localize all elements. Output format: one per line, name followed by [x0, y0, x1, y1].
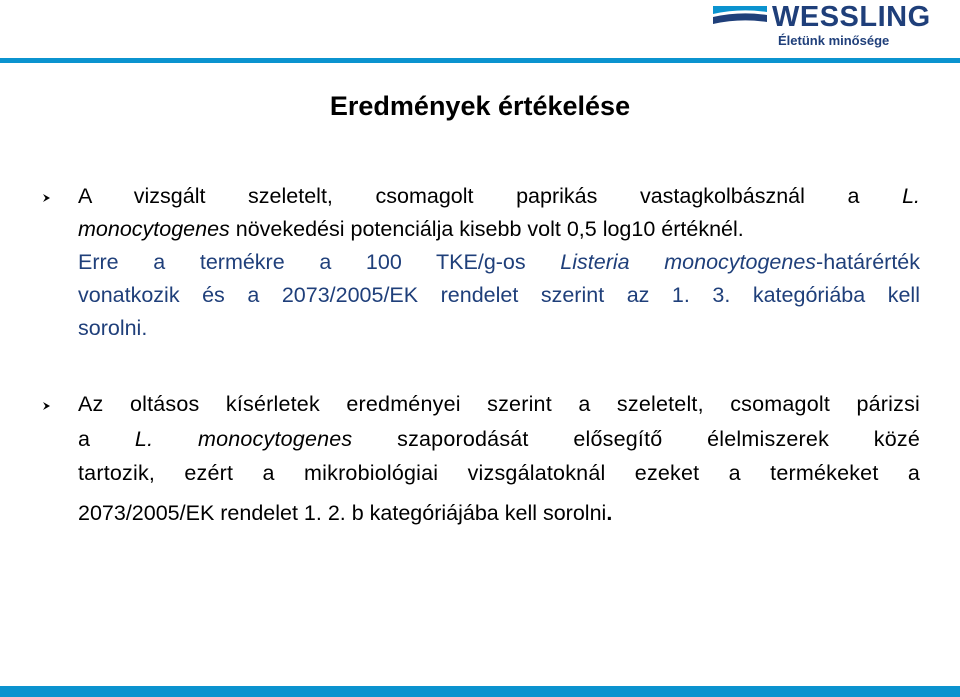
header-divider: [0, 58, 960, 63]
bullet-1-line-3: Erre a termékre a 100 TKE/g-os Listeria monocytogenes-határérték: [78, 250, 921, 274]
bullet-1: [78, 180, 920, 345]
bullet-2-line-1: Az oltásos kísérletek eredményei szerint a szeletelt, csomagolt párizsi: [78, 392, 920, 416]
slide-title: Eredmények értékelése: [329, 91, 631, 121]
bullet-2-line-4: 2073/2005/EK rendelet 1. 2. b kategóriájába kell sorolni.: [78, 501, 613, 525]
brand-name: WESSLING: [772, 1, 931, 33]
header: [0, 0, 960, 64]
bullet-1-line-2: monocytogenes növekedési potenciálja kisebb volt 0,5 log10 értéknél.: [78, 217, 744, 241]
wessling-wave-logo-icon: [713, 4, 767, 30]
bullet-2-line-2: a L. monocytogenes szaporodását elősegítő élelmiszerek közé: [78, 426, 920, 451]
arrow-bullet-icon: [42, 401, 52, 411]
bullet-1-line-1: A vizsgált szeletelt, csomagolt paprikás vastagkolbásznál a L.: [78, 184, 920, 208]
bullet-2: [78, 387, 920, 491]
footer-bar: [0, 686, 960, 697]
bullet-2-line-3: tartozik, ezért a mikrobiológiai vizsgálatoknál ezeket a termékeket a: [78, 461, 920, 485]
arrow-bullet-icon: [42, 193, 52, 203]
brand-tagline: Életünk minősége: [778, 33, 890, 48]
bullet-1-line-5: sorolni.: [78, 316, 148, 340]
bullet-1-line-4: vonatkozik és a 2073/2005/EK rendelet szerint az 1. 3. kategóriába kell: [78, 283, 920, 307]
